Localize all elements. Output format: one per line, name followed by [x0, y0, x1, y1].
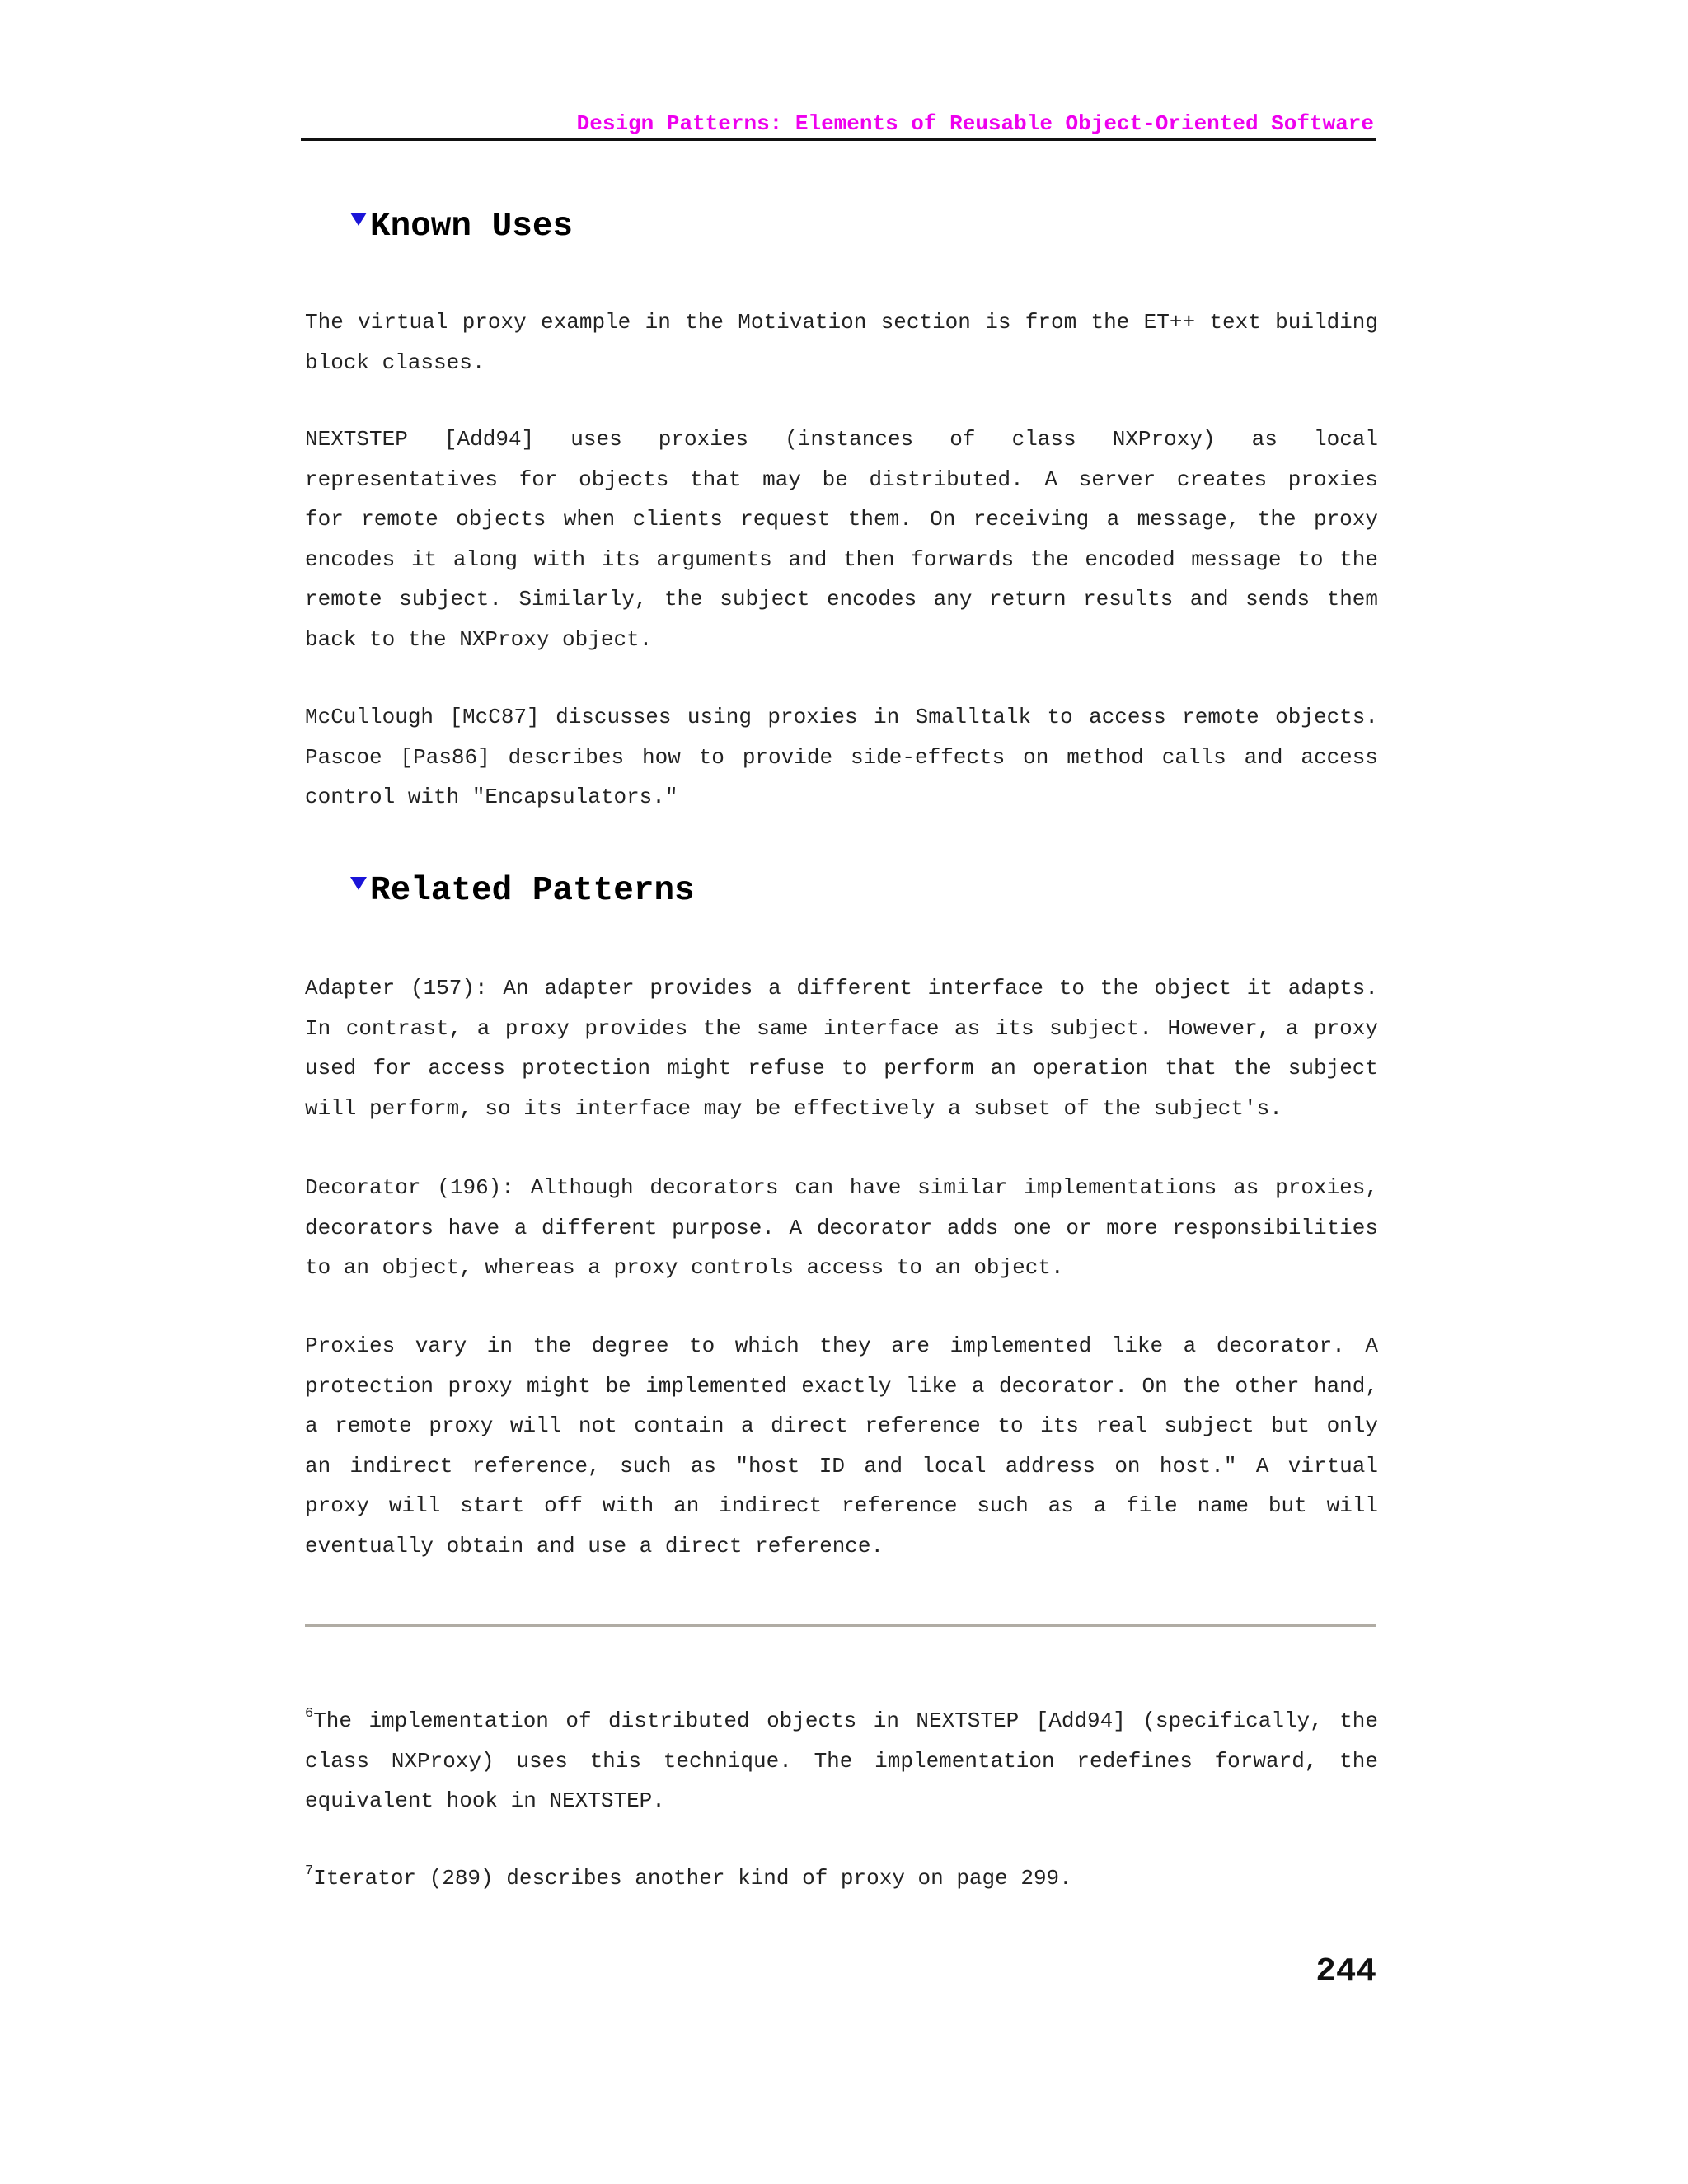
- text-line: used for access protection might refuse to perform an operation that the subject: [305, 1056, 1378, 1080]
- text-line: an indirect reference, such as "host ID and local address on host." A virtual: [305, 1453, 1378, 1479]
- text-line: NEXTSTEP [Add94] uses proxies (instances of class NXProxy) as local: [305, 427, 1378, 452]
- text-line: equivalent hook in NEXTSTEP.: [305, 1788, 665, 1813]
- text-line: eventually obtain and use a direct reference.: [305, 1533, 884, 1558]
- text-line: proxy will start off with an indirect reference such as a file name but will: [305, 1493, 1378, 1518]
- footnote-marker: 6: [305, 1706, 314, 1722]
- section-heading-known-uses: [350, 208, 573, 246]
- text-line: McCullough [McC87] discusses using proxies in Smalltalk to access remote objects.: [305, 705, 1378, 729]
- text-line: representatives for objects that may be distributed. A server creates proxies: [305, 466, 1378, 492]
- text-line: class NXProxy) uses this technique. The implementation redefines forward, the: [305, 1748, 1378, 1774]
- text-line: a remote proxy will not contain a direct reference to its real subject but only: [305, 1413, 1378, 1438]
- footnote-text: The implementation of distributed objects in NEXTSTEP [Add94] (specifically, the: [313, 1708, 1378, 1733]
- text-line: Pascoe [Pas86] describes how to provide side-effects on method calls and access: [305, 744, 1378, 770]
- heading-text: Related Patterns: [370, 872, 695, 910]
- text-line: The virtual proxy example in the Motivation section is from the ET++ text building: [305, 310, 1378, 335]
- expand-triangle-icon[interactable]: [350, 877, 367, 890]
- text-line: decorators have a different purpose. A decorator adds one or more responsibilities: [305, 1215, 1378, 1240]
- footnote-7: [305, 1858, 1378, 1899]
- paragraph: [305, 1168, 1378, 1288]
- paragraph: [305, 697, 1378, 818]
- text-line: will perform, so its interface may be effectively a subset of the subject's.: [305, 1095, 1282, 1121]
- page-number: 244: [1315, 1953, 1376, 1991]
- footnote-rule: [305, 1624, 1376, 1627]
- section-heading-related-patterns: [350, 872, 695, 910]
- text-line: encodes it along with its arguments and then forwards the encoded message to the: [305, 546, 1378, 572]
- text-line: control with "Encapsulators.": [305, 785, 678, 809]
- text-line: [305, 1858, 1378, 1899]
- text-line: [305, 1701, 1378, 1741]
- text-line: to an object, whereas a proxy controls access to an object.: [305, 1255, 1064, 1280]
- header-rule: [301, 138, 1376, 141]
- text-line: for remote objects when clients request them. On receiving a message, the proxy: [305, 507, 1378, 532]
- heading-text: Known Uses: [370, 208, 574, 246]
- page-header-title: Design Patterns: Elements of Reusable Object-Oriented Software: [576, 111, 1374, 136]
- text-line: Decorator (196): Although decorators can have similar implementations as proxies,: [305, 1175, 1378, 1200]
- text-line: Proxies vary in the degree to which they are implemented like a decorator. A: [305, 1333, 1378, 1358]
- paragraph: [305, 1326, 1378, 1566]
- text-line: protection proxy might be implemented exactly like a decorator. On the other hand,: [305, 1373, 1378, 1399]
- text-line: In contrast, a proxy provides the same interface as its subject. However, a proxy: [305, 1015, 1378, 1041]
- footnote-text: Iterator (289) describes another kind of proxy on page 299.: [313, 1866, 1072, 1891]
- text-line: Adapter (157): An adapter provides a different interface to the object it adapts.: [305, 976, 1378, 1001]
- paragraph: [305, 302, 1378, 382]
- footnote-marker: 7: [305, 1863, 314, 1879]
- footnote-6: [305, 1701, 1378, 1821]
- text-line: block classes.: [305, 349, 485, 375]
- text-line: back to the NXProxy object.: [305, 626, 653, 652]
- expand-triangle-icon[interactable]: [350, 213, 367, 226]
- text-line: remote subject. Similarly, the subject encodes any return results and sends them: [305, 587, 1378, 612]
- paragraph: [305, 419, 1378, 659]
- paragraph: [305, 968, 1378, 1128]
